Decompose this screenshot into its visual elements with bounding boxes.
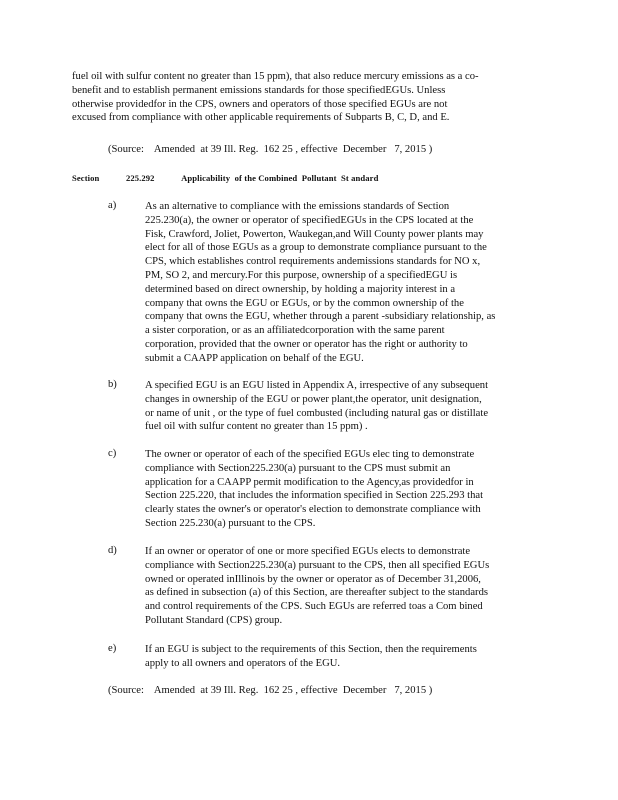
item-letter: a) xyxy=(108,200,117,211)
text-line: If an owner or operator of one or more specified EGUs elects to demonstrate xyxy=(145,546,471,557)
text-line: fuel oil with sulfur content no greater than 15 ppm), that also reduce mercury emissions as a co- xyxy=(72,71,479,82)
text-line: PM, SO 2, and mercury.For this purpose, ownership of a specifiedEGU is xyxy=(145,269,458,281)
text-line: fuel oil with sulfur content no greater than 15 ppm) . xyxy=(145,421,368,433)
item-letter: d) xyxy=(108,545,117,556)
item-paragraph xyxy=(145,643,537,671)
text-line: elect for all of those EGUs as a group to demonstrate compliance pursuant to the xyxy=(145,242,487,254)
text-line: company that owns the EGU or EGUs, or by the common ownership of the xyxy=(145,297,464,309)
source-note: (Source: Amended at 39 Ill. Reg. 162 25 , effective December 7, 2015 ) xyxy=(108,685,433,696)
source-note: (Source: Amended at 39 Ill. Reg. 162 25 , effective December 7, 2015 ) xyxy=(108,144,433,155)
item-paragraph xyxy=(145,379,537,434)
text-line: benefit and to establish permanent emissions standards for those specifiedEGUs. Unless xyxy=(72,84,446,96)
section-heading xyxy=(72,172,378,186)
section-label: Section xyxy=(72,173,100,183)
text-line: changes in ownership of the EGU or power plant,the operator, unit designation, xyxy=(145,393,482,405)
text-line: as defined in subsection (a) of this Section, are thereafter subject to the standards xyxy=(145,587,489,599)
text-line: Pollutant Standard (CPS) group. xyxy=(145,614,283,626)
text-line: otherwise providedfor in the CPS, owners and operators of those specified EGUs are not xyxy=(72,98,448,110)
text-line: excused from compliance with other applicable requirements of Subparts B, C, D, and E. xyxy=(72,112,450,124)
text-line: determined based on direct ownership, by holding a majority interest in a xyxy=(145,283,456,295)
intro-paragraph xyxy=(72,70,534,125)
text-line: apply to all owners and operators of the EGU. xyxy=(145,657,341,669)
section-number: 225.292 xyxy=(125,173,155,183)
text-line: A specified EGU is an EGU listed in Appendix A, irrespective of any subsequent xyxy=(145,380,489,391)
item-paragraph xyxy=(145,448,537,531)
text-line: 225.230(a), the owner or operator of specifiedEGUs in the CPS located at the xyxy=(145,214,474,226)
text-line: compliance with Section225.230(a) pursuant to the CPS, then all specified EGUs xyxy=(145,559,490,571)
text-line: Section 225.230(a) pursuant to the CPS. xyxy=(145,517,316,529)
text-line: If an EGU is subject to the requirements of this Section, then the requirements xyxy=(145,644,477,655)
text-line: Fisk, Crawford, Joliet, Powerton, Waukegan,and Will County power plants may xyxy=(145,228,484,240)
section-title: Applicability of the Combined Pollutant St andard xyxy=(181,173,379,183)
text-line: a sister corporation, or as an affiliatedcorporation with the same parent xyxy=(145,325,445,337)
text-line: As an alternative to compliance with the emissions standards of Section xyxy=(145,201,450,212)
text-line: CPS, which establishes control requirements andemissions standards for NO x, xyxy=(145,256,481,268)
item-paragraph xyxy=(145,200,537,366)
text-line: The owner or operator of each of the specified EGUs elec ting to demonstrate xyxy=(145,449,475,460)
text-line: application for a CAAPP permit modification to the Agency,as providedfor in xyxy=(145,476,474,488)
item-letter: e) xyxy=(108,643,117,654)
text-line: Section 225.220, that includes the information specified in Section 225.293 that xyxy=(145,490,484,502)
text-line: owned or operated inIllinois by the owner or operator as of December 31,2006, xyxy=(145,573,481,585)
text-line: compliance with Section225.230(a) pursuant to the CPS must submit an xyxy=(145,462,451,474)
text-line: corporation, provided that the owner or operator has the right or authority to xyxy=(145,338,468,350)
text-line: or name of unit , or the type of fuel combusted (including natural gas or distillate xyxy=(145,407,489,419)
text-line: clearly states the owner's or operator's election to demonstrate compliance with xyxy=(145,504,481,516)
item-letter: c) xyxy=(108,448,117,459)
text-line: and control requirements of the CPS. Such EGUs are referred toas a Com bined xyxy=(145,601,483,613)
text-line: company that owns the EGU, whether through a parent -subsidiary relationship, as xyxy=(145,311,496,323)
text-line: submit a CAAPP application on behalf of the EGU. xyxy=(145,352,364,364)
item-paragraph xyxy=(145,545,537,628)
item-letter: b) xyxy=(108,379,117,390)
